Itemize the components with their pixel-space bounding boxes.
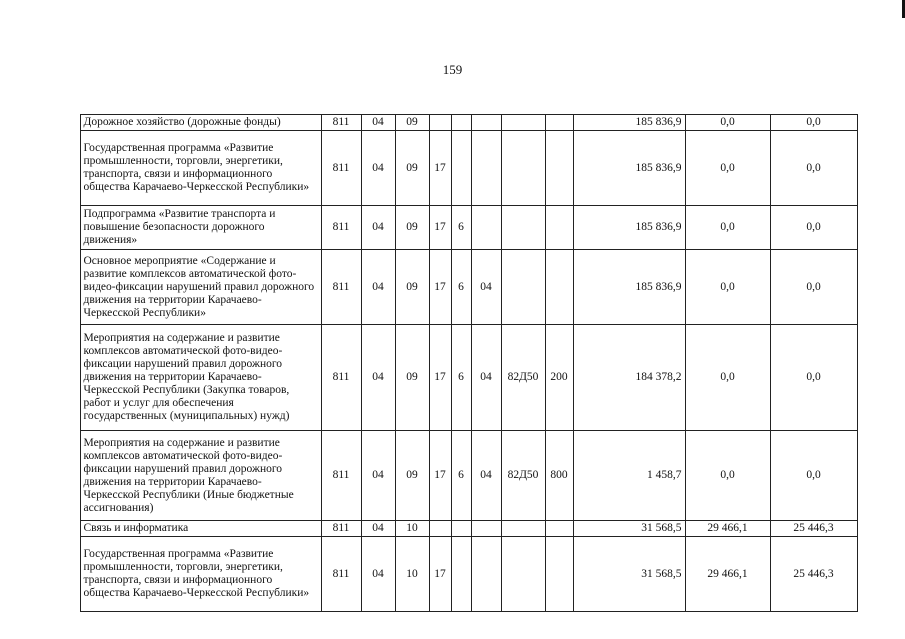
section-code: 04 [361,250,395,325]
budget-table [60,114,858,612]
row-name: Основное мероприятие «Содержание и развитие комплексов автоматической фото-видео-фиксации нарушений правил дорожного движения на территории Карачаево-Черкесской Республики» [80,250,321,325]
subprogram-code: 6 [451,206,471,250]
table-row [60,431,857,521]
direction-code: 82Д50 [501,325,545,431]
table-row [60,325,857,431]
amount-year-2: 0,0 [685,250,770,325]
section-code: 04 [361,537,395,612]
subprogram-code [451,521,471,537]
table-row [60,115,857,131]
amount-year-3: 25 446,3 [770,521,857,537]
row-name: Связь и информатика [80,521,321,537]
subprogram-code [451,537,471,612]
blank-cell [60,115,80,131]
amount-year-3: 0,0 [770,325,857,431]
expense-type-code: 800 [545,431,573,521]
program-code: 17 [429,431,451,521]
direction-code [501,250,545,325]
program-code: 17 [429,325,451,431]
row-name: Дорожное хозяйство (дорожные фонды) [80,115,321,131]
amount-year-1: 184 378,2 [573,325,685,431]
subsection-code: 09 [395,250,429,325]
direction-code [501,521,545,537]
blank-cell [60,431,80,521]
ved-code: 811 [321,431,361,521]
expense-type-code [545,537,573,612]
amount-year-2: 0,0 [685,325,770,431]
ved-code: 811 [321,537,361,612]
direction-code: 82Д50 [501,431,545,521]
direction-code [501,115,545,131]
program-code: 17 [429,537,451,612]
event-code [471,206,501,250]
ved-code: 811 [321,250,361,325]
subprogram-code [451,115,471,131]
amount-year-3: 0,0 [770,115,857,131]
section-code: 04 [361,131,395,206]
direction-code [501,206,545,250]
event-code [471,131,501,206]
amount-year-3: 0,0 [770,250,857,325]
event-code [471,537,501,612]
program-code [429,521,451,537]
event-code: 04 [471,250,501,325]
row-name: Мероприятия на содержание и развитие комплексов автоматической фото-видео-фиксации нарушений правил дорожного движения на территории Карачаево-Черкесской Республики (Иные бюджетные ассигнования) [80,431,321,521]
program-code: 17 [429,250,451,325]
amount-year-1: 185 836,9 [573,131,685,206]
section-code: 04 [361,206,395,250]
table-row [60,206,857,250]
section-code: 04 [361,431,395,521]
blank-cell [60,250,80,325]
blank-cell [60,131,80,206]
amount-year-2: 0,0 [685,206,770,250]
subprogram-code [451,131,471,206]
expense-type-code [545,206,573,250]
ved-code: 811 [321,325,361,431]
amount-year-3: 0,0 [770,206,857,250]
event-code [471,115,501,131]
event-code: 04 [471,325,501,431]
subsection-code: 09 [395,325,429,431]
amount-year-2: 0,0 [685,115,770,131]
expense-type-code [545,521,573,537]
page-number: 159 [442,62,463,77]
subprogram-code: 6 [451,325,471,431]
subsection-code: 09 [395,131,429,206]
subprogram-code: 6 [451,250,471,325]
row-name: Государственная программа «Развитие промышленности, торговли, энергетики, транспорта, связи и информационного общества Карачаево-Черкесской Республики» [80,131,321,206]
blank-cell [60,537,80,612]
amount-year-1: 185 836,9 [573,206,685,250]
table-row [60,250,857,325]
ved-code: 811 [321,115,361,131]
subsection-code: 09 [395,431,429,521]
event-code: 04 [471,431,501,521]
subprogram-code: 6 [451,431,471,521]
ved-code: 811 [321,521,361,537]
section-code: 04 [361,521,395,537]
subsection-code: 10 [395,521,429,537]
ved-code: 811 [321,206,361,250]
blank-cell [60,521,80,537]
amount-year-3: 0,0 [770,131,857,206]
direction-code [501,131,545,206]
amount-year-1: 31 568,5 [573,537,685,612]
expense-type-code [545,115,573,131]
program-code: 17 [429,131,451,206]
table-row [60,537,857,612]
expense-type-code [545,131,573,206]
blank-cell [60,206,80,250]
amount-year-2: 29 466,1 [685,521,770,537]
amount-year-2: 29 466,1 [685,537,770,612]
expense-type-code: 200 [545,325,573,431]
ved-code: 811 [321,131,361,206]
amount-year-3: 0,0 [770,431,857,521]
amount-year-1: 1 458,7 [573,431,685,521]
row-name: Государственная программа «Развитие промышленности, торговли, энергетики, транспорта, связи и информационного общества Карачаево-Черкесской Республики» [80,537,321,612]
amount-year-2: 0,0 [685,131,770,206]
amount-year-3: 25 446,3 [770,537,857,612]
amount-year-2: 0,0 [685,431,770,521]
table-row [60,521,857,537]
expense-type-code [545,250,573,325]
subsection-code: 09 [395,115,429,131]
event-code [471,521,501,537]
subsection-code: 09 [395,206,429,250]
subsection-code: 10 [395,537,429,612]
amount-year-1: 185 836,9 [573,115,685,131]
program-code: 17 [429,206,451,250]
direction-code [501,537,545,612]
table-row [60,131,857,206]
amount-year-1: 185 836,9 [573,250,685,325]
blank-cell [60,325,80,431]
amount-year-1: 31 568,5 [573,521,685,537]
row-name: Подпрограмма «Развитие транспорта и повышение безопасности дорожного движения» [80,206,321,250]
row-name: Мероприятия на содержание и развитие комплексов автоматической фото-видео-фиксации нарушений правил дорожного движения на территории Карачаево-Черкесской Республики (Закупка товаров, работ и услуг для обеспечения государственных (муниципальных) нужд) [80,325,321,431]
program-code [429,115,451,131]
section-code: 04 [361,325,395,431]
section-code: 04 [361,115,395,131]
